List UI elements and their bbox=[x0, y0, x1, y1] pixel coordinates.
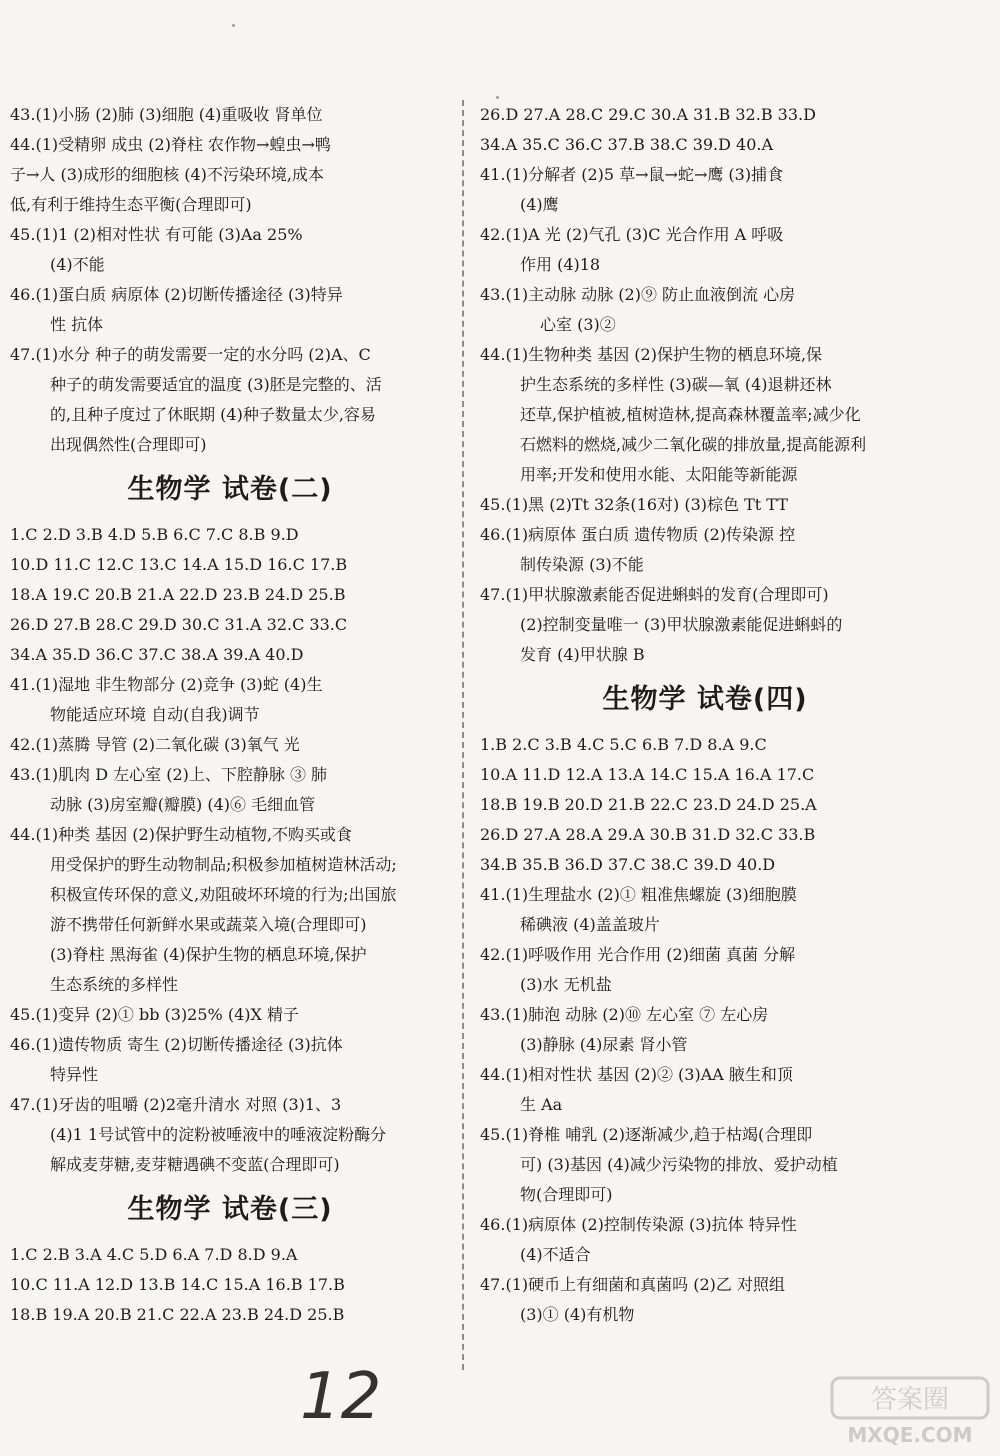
answer-line: 43.(1)肺泡 动脉 (2)⑩ 左心室 ⑦ 左心房 bbox=[480, 1005, 769, 1024]
answer-line: 47.(1)甲状腺激素能否促进蝌蚪的发育(合理即可) bbox=[480, 585, 829, 604]
answer-line: 积极宣传环保的意义,劝阻破坏环境的行为;出国旅 bbox=[50, 885, 397, 904]
answer-line: 1.C 2.B 3.A 4.C 5.D 6.A 7.D 8.D 9.A bbox=[10, 1245, 298, 1264]
answer-line: 动脉 (3)房室瓣(瓣膜) (4)⑥ 毛细血管 bbox=[50, 795, 316, 814]
answer-line: (3)① (4)有机物 bbox=[520, 1305, 635, 1324]
answer-line: (3)脊柱 黑海雀 (4)保护生物的栖息环境,保护 bbox=[50, 945, 367, 964]
answer-line: 物(合理即可) bbox=[520, 1185, 613, 1204]
answer-line: (4)不能 bbox=[50, 255, 105, 274]
section-title-exam2: 生物学 试卷(二) bbox=[127, 474, 333, 505]
answer-line: 10.A 11.D 12.A 13.A 14.C 15.A 16.A 17.C bbox=[480, 765, 815, 784]
answer-line: 43.(1)主动脉 动脉 (2)⑨ 防止血液倒流 心房 bbox=[480, 285, 796, 304]
answer-line: 可) (3)基因 (4)减少污染物的排放、爱护动植 bbox=[520, 1155, 838, 1174]
answer-line: 用受保护的野生动物制品;积极参加植树造林活动; bbox=[50, 855, 397, 874]
answer-line: 46.(1)病原体 蛋白质 遗传物质 (2)传染源 控 bbox=[480, 525, 796, 544]
answers-block-exam3-part bbox=[10, 1240, 450, 1330]
answer-line: 46.(1)遗传物质 寄生 (2)切断传播途径 (3)抗体 bbox=[10, 1035, 343, 1054]
answer-line: 子→人 (3)成形的细胞核 (4)不污染环境,成本 bbox=[10, 165, 324, 184]
answer-line: 44.(1)生物种类 基因 (2)保护生物的栖息环境,保 bbox=[480, 345, 823, 364]
answer-line: 作用 (4)18 bbox=[520, 255, 601, 274]
answer-line: 用率;开发和使用水能、太阳能等新能源 bbox=[520, 465, 798, 484]
section-title-exam3: 生物学 试卷(三) bbox=[127, 1194, 333, 1225]
answer-line: 47.(1)牙齿的咀嚼 (2)2毫升清水 对照 (3)1、3 bbox=[10, 1095, 342, 1114]
answer-line: 解成麦芽糖,麦芽糖遇碘不变蓝(合理即可) bbox=[50, 1155, 340, 1174]
answer-line: 41.(1)生理盐水 (2)① 粗准焦螺旋 (3)细胞膜 bbox=[480, 885, 797, 904]
answer-line: 物能适应环境 自动(自我)调节 bbox=[50, 705, 260, 724]
answer-line: 生态系统的多样性 bbox=[50, 975, 179, 994]
answer-line: 42.(1)A 光 (2)气孔 (3)C 光合作用 A 呼吸 bbox=[480, 225, 784, 244]
answer-line: 18.A 19.C 20.B 21.A 22.D 23.B 24.D 25.B bbox=[10, 585, 346, 604]
answer-line: 心室 (3)② bbox=[540, 315, 616, 334]
answer-line: 特异性 bbox=[50, 1065, 99, 1084]
answer-line: 43.(1)小肠 (2)肺 (3)细胞 (4)重吸收 肾单位 bbox=[10, 105, 323, 124]
answer-line: 性 抗体 bbox=[50, 315, 104, 334]
answer-line: (4)不适合 bbox=[520, 1245, 591, 1264]
answer-line: 出现偶然性(合理即可) bbox=[50, 435, 207, 454]
answer-line: 41.(1)分解者 (2)5 草→鼠→蛇→鹰 (3)捕食 bbox=[480, 165, 784, 184]
answer-line: 34.A 35.D 36.C 37.C 38.A 39.A 40.D bbox=[10, 645, 304, 664]
answer-line: (3)静脉 (4)尿素 肾小管 bbox=[520, 1035, 688, 1054]
answer-line: 石燃料的燃烧,减少二氧化碳的排放量,提高能源利 bbox=[520, 435, 867, 454]
answer-line: 34.B 35.B 36.D 37.C 38.C 39.D 40.D bbox=[480, 855, 776, 874]
answer-line: 34.A 35.C 36.C 37.B 38.C 39.D 40.A bbox=[480, 135, 774, 154]
answer-line: 制传染源 (3)不能 bbox=[520, 555, 644, 574]
answer-line: 生 Aa bbox=[520, 1095, 563, 1114]
answer-line: 10.C 11.A 12.D 13.B 14.C 15.A 16.B 17.B bbox=[10, 1275, 345, 1294]
answer-line: 47.(1)水分 种子的萌发需要一定的水分吗 (2)A、C bbox=[10, 345, 371, 364]
answer-line: (4)鹰 bbox=[520, 195, 559, 214]
answer-line: 的,且种子度过了休眠期 (4)种子数量太少,容易 bbox=[50, 405, 376, 424]
answer-line: 45.(1)变异 (2)① bb (3)25% (4)X 精子 bbox=[10, 1005, 299, 1024]
answer-line: 10.D 11.C 12.C 13.C 14.A 15.D 16.C 17.B bbox=[10, 555, 348, 574]
answer-line: 稀碘液 (4)盖盖玻片 bbox=[520, 915, 660, 934]
answer-line: 44.(1)受精卵 成虫 (2)脊柱 农作物→蝗虫→鸭 bbox=[10, 135, 331, 154]
answer-line: 低,有利于维持生态平衡(合理即可) bbox=[10, 195, 252, 214]
answer-line: 1.C 2.D 3.B 4.D 5.B 6.C 7.C 8.B 9.D bbox=[10, 525, 299, 544]
answers-block-exam2 bbox=[10, 520, 450, 1180]
column-divider bbox=[462, 100, 464, 1370]
page-number: 12 bbox=[300, 1360, 382, 1434]
answer-line: 45.(1)脊椎 哺乳 (2)逐渐减少,趋于枯竭(合理即 bbox=[480, 1125, 813, 1144]
answers-block-exam4 bbox=[480, 730, 930, 1330]
left-column bbox=[10, 100, 450, 1330]
scan-dot bbox=[496, 96, 499, 99]
answer-line: 46.(1)病原体 (2)控制传染源 (3)抗体 特异性 bbox=[480, 1215, 797, 1234]
svg-text:MXQE.COM: MXQE.COM bbox=[847, 1423, 973, 1447]
answer-line: 游不携带任何新鲜水果或蔬菜入境(合理即可) bbox=[50, 915, 367, 934]
answer-line: 18.B 19.B 20.D 21.B 22.C 23.D 24.D 25.A bbox=[480, 795, 817, 814]
answer-line: 26.D 27.A 28.A 29.A 30.B 31.D 32.C 33.B bbox=[480, 825, 816, 844]
answer-line: 42.(1)蒸腾 导管 (2)二氧化碳 (3)氧气 光 bbox=[10, 735, 300, 754]
answers-block-exam1-part bbox=[10, 100, 450, 460]
answer-line: (4)1 1号试管中的淀粉被唾液中的唾液淀粉酶分 bbox=[50, 1125, 387, 1144]
answer-line: 发育 (4)甲状腺 B bbox=[520, 645, 645, 664]
answer-line: 44.(1)种类 基因 (2)保护野生动植物,不购买或食 bbox=[10, 825, 353, 844]
answer-line: 18.B 19.A 20.B 21.C 22.A 23.B 24.D 25.B bbox=[10, 1305, 345, 1324]
answer-line: 45.(1)1 (2)相对性状 有可能 (3)Aa 25% bbox=[10, 225, 303, 244]
answer-line: 42.(1)呼吸作用 光合作用 (2)细菌 真菌 分解 bbox=[480, 945, 796, 964]
answers-block-exam3-rest bbox=[480, 100, 930, 670]
answer-line: 护生态系统的多样性 (3)碳—氧 (4)退耕还林 bbox=[520, 375, 832, 394]
scan-dot bbox=[232, 24, 235, 27]
answer-line: 46.(1)蛋白质 病原体 (2)切断传播途径 (3)特异 bbox=[10, 285, 343, 304]
answer-line: 26.D 27.B 28.C 29.D 30.C 31.A 32.C 33.C bbox=[10, 615, 348, 634]
answer-line: 43.(1)肌肉 D 左心室 (2)上、下腔静脉 ③ 肺 bbox=[10, 765, 328, 784]
answer-line: 45.(1)黑 (2)Tt 32条(16对) (3)棕色 Tt TT bbox=[480, 495, 788, 514]
svg-text:答案圈: 答案圈 bbox=[870, 1385, 950, 1415]
answer-line: 41.(1)湿地 非生物部分 (2)竞争 (3)蛇 (4)生 bbox=[10, 675, 323, 694]
answer-line: 26.D 27.A 28.C 29.C 30.A 31.B 32.B 33.D bbox=[480, 105, 816, 124]
answer-line: 还草,保护植被,植树造林,提高森林覆盖率;减少化 bbox=[520, 405, 861, 424]
watermark-logo bbox=[830, 1376, 990, 1448]
right-column bbox=[480, 100, 930, 1330]
answer-line: (3)水 无机盐 bbox=[520, 975, 612, 994]
answer-line: 47.(1)硬币上有细菌和真菌吗 (2)乙 对照组 bbox=[480, 1275, 785, 1294]
section-title-exam4: 生物学 试卷(四) bbox=[602, 684, 808, 715]
answer-line: 44.(1)相对性状 基因 (2)② (3)AA 腋生和顶 bbox=[480, 1065, 793, 1084]
answer-line: (2)控制变量唯一 (3)甲状腺激素能促进蝌蚪的 bbox=[520, 615, 843, 634]
answer-line: 种子的萌发需要适宜的温度 (3)胚是完整的、活 bbox=[50, 375, 382, 394]
answer-line: 1.B 2.C 3.B 4.C 5.C 6.B 7.D 8.A 9.C bbox=[480, 735, 767, 754]
